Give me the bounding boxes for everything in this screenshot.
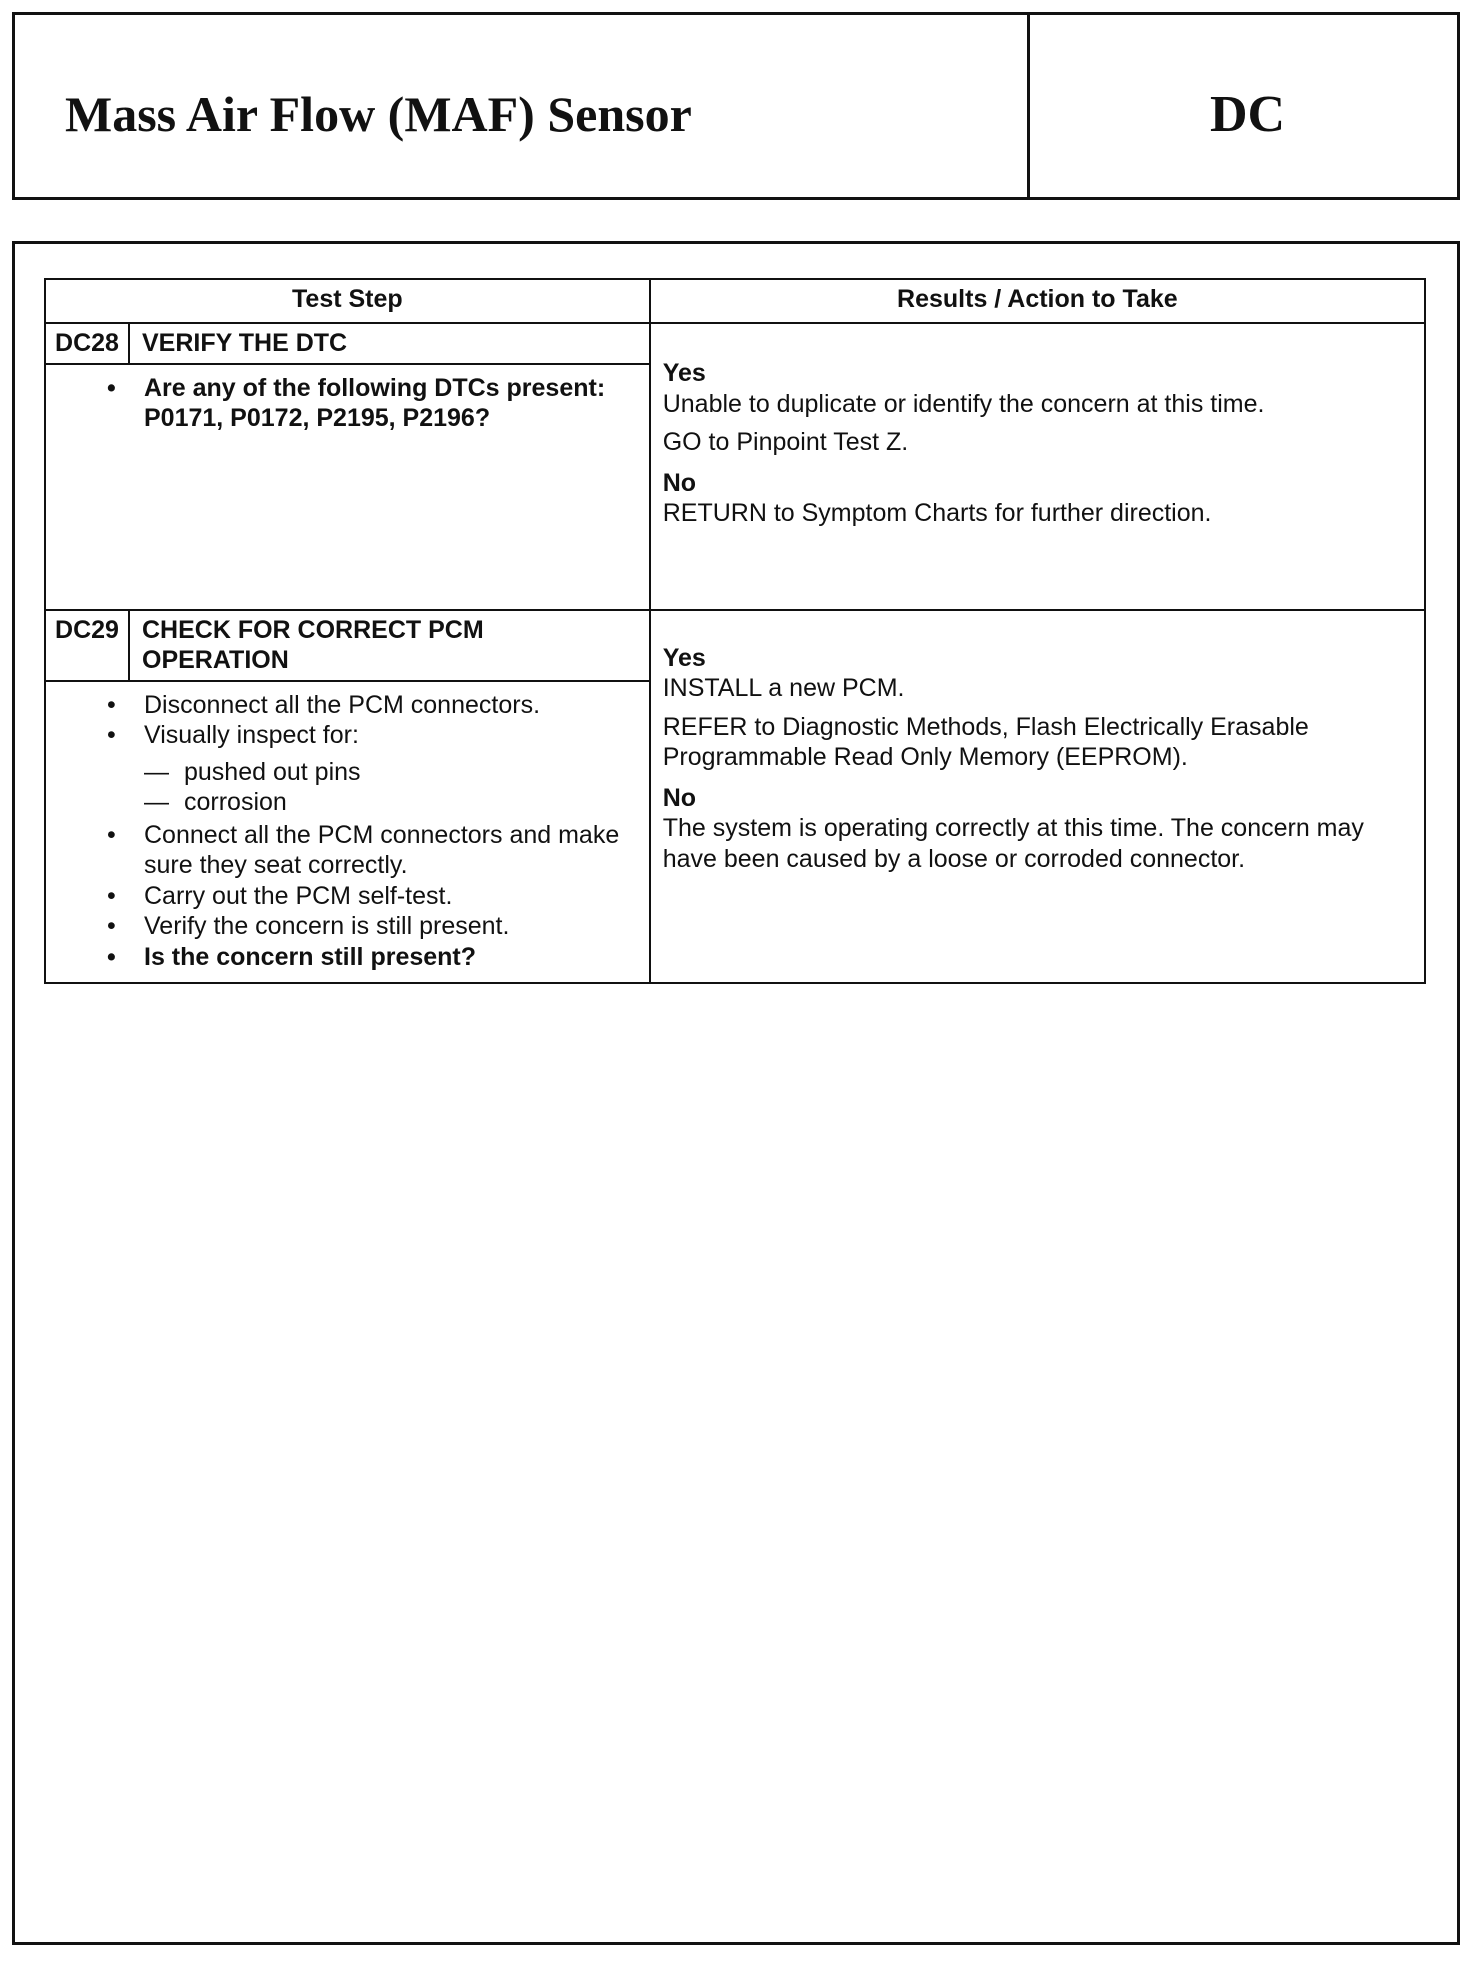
sub-list-item: — corrosion xyxy=(184,787,639,818)
column-header-results: Results / Action to Take xyxy=(650,279,1425,323)
yes-action: GO to Pinpoint Test Z. xyxy=(662,428,909,456)
header-box xyxy=(12,12,1460,200)
instruction-list xyxy=(56,690,639,973)
list-item: • Carry out the PCM self-test. xyxy=(144,881,639,912)
section-code: DC xyxy=(1210,86,1286,143)
step-results xyxy=(650,323,1425,610)
no-label: No xyxy=(662,468,697,497)
list-item xyxy=(144,720,639,818)
step-title-row xyxy=(45,323,1425,364)
no-text: RETURN to Symptom Charts for further direction. xyxy=(662,499,1212,527)
result-spacer xyxy=(663,330,1414,358)
step-instructions xyxy=(45,681,650,984)
list-item: • Connect all the PCM connectors and make sure they seat correctly. xyxy=(144,820,639,881)
result-spacer xyxy=(663,617,1414,643)
yes-action: REFER to Diagnostic Methods, Flash Electrically Erasable Programmable Read Only Memory (EEPROM). xyxy=(662,712,1309,771)
step-title-row xyxy=(45,610,1425,681)
yes-label: Yes xyxy=(662,359,706,387)
list-item: • Verify the concern is still present. xyxy=(144,911,639,942)
list-item: • Disconnect all the PCM connectors. xyxy=(144,690,639,721)
step-results xyxy=(650,610,1425,984)
no-text: The system is operating correctly at this time. The concern may have been caused by a loose or corroded connector. xyxy=(662,814,1364,873)
yes-text: INSTALL a new PCM. xyxy=(662,674,905,702)
step-title: VERIFY THE DTC xyxy=(129,323,650,364)
list-item: • Is the concern still present? xyxy=(144,942,639,973)
no-label: No xyxy=(662,783,697,812)
step-id: DC28 xyxy=(45,323,129,364)
list-item-text: Visually inspect for: xyxy=(144,721,359,749)
table-header-row xyxy=(45,279,1425,323)
step-title: CHECK FOR CORRECT PCM OPERATION xyxy=(129,610,650,681)
sub-list-item: — pushed out pins xyxy=(184,757,639,788)
page-title: Mass Air Flow (MAF) Sensor xyxy=(65,86,692,142)
header-divider xyxy=(1027,15,1030,197)
list-item: • Are any of the following DTCs present: P0171, P0172, P2195, P2196? xyxy=(144,373,639,434)
instruction-list xyxy=(56,373,639,434)
step-instructions xyxy=(45,364,650,610)
sub-list xyxy=(144,757,639,818)
yes-text: Unable to duplicate or identify the concern at this time. xyxy=(662,389,1265,418)
diagnostic-table xyxy=(44,278,1426,984)
yes-label: Yes xyxy=(662,643,706,672)
column-header-test-step: Test Step xyxy=(45,279,650,323)
step-id: DC29 xyxy=(45,610,129,681)
